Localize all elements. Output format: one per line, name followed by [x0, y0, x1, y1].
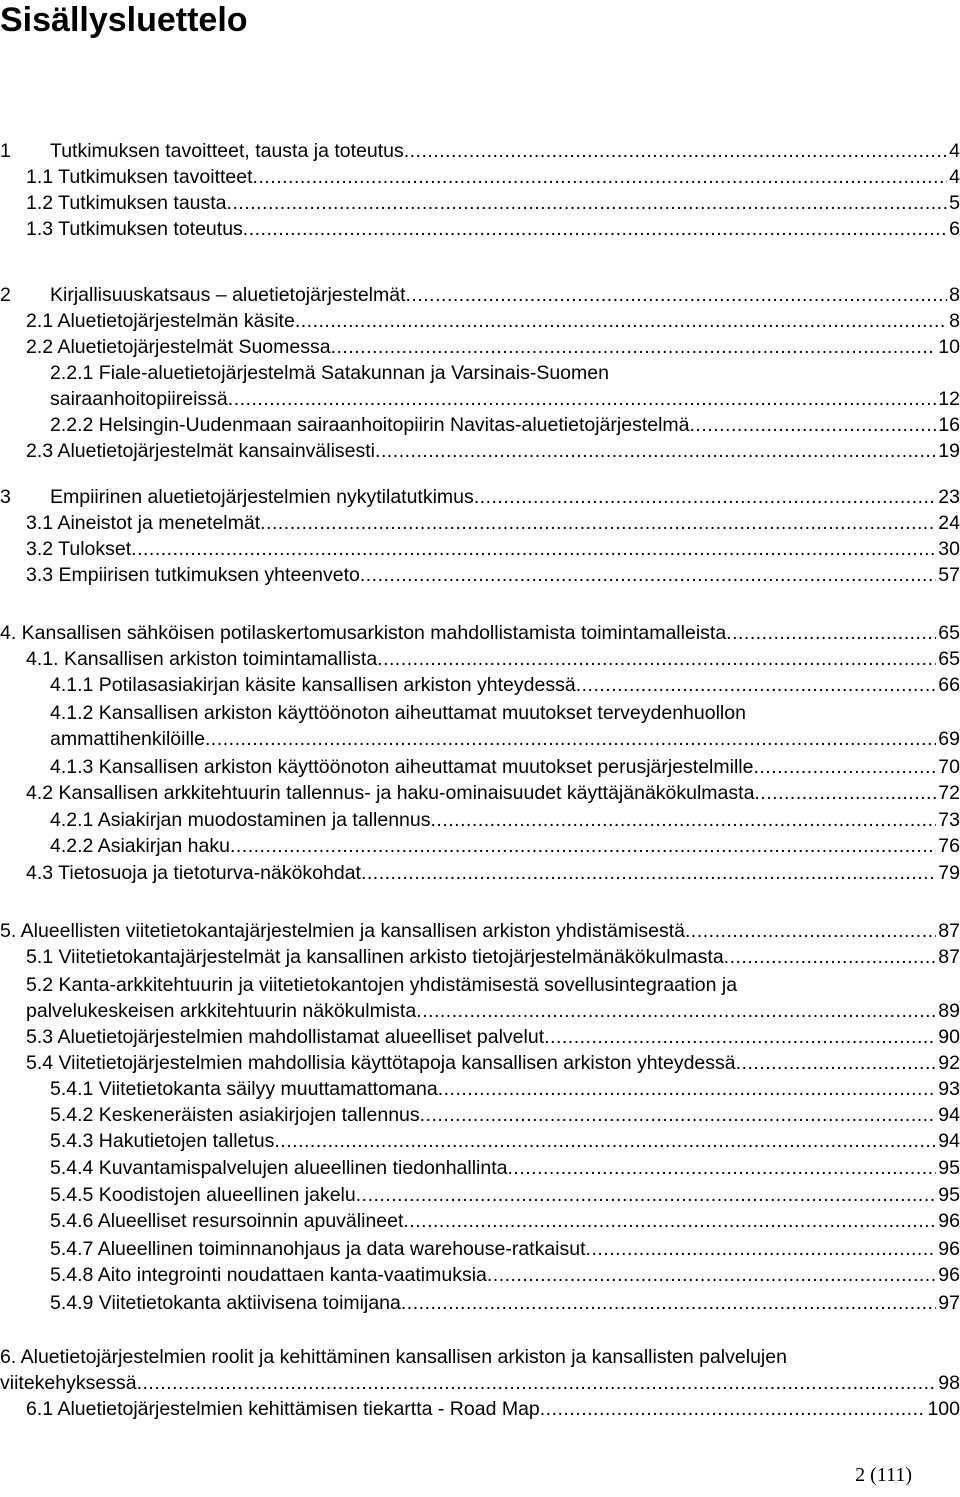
toc-entry-text: 5.4.7 Alueellinen toiminnanohjaus ja data warehouse-ratkaisut [50, 1238, 586, 1260]
toc-entry-text: 5.1 Viitetietokantajärjestelmät ja kansallinen arkisto tietojärjestelmänäkökulmasta [26, 946, 724, 968]
toc-entry-page: 72 [938, 782, 960, 804]
dot-leader [416, 998, 936, 1024]
dot-leader [540, 1396, 926, 1422]
dot-leader [508, 1155, 937, 1181]
toc-entry-continuation: sairaanhoitopiireissä [50, 388, 228, 410]
toc-entry-text: 4.1.2 Kansallisen arkiston käyttöönoton aiheuttamat muutokset terveydenhuollon [50, 702, 746, 724]
toc-entry[interactable] [0, 1290, 960, 1316]
toc-entry-page: 5 [949, 192, 960, 214]
toc-entry-text: 6. Aluetietojärjestelmien roolit ja kehittäminen kansallisen arkiston ja kansallisten palvelujen [0, 1346, 787, 1368]
toc-entry-page: 96 [938, 1238, 960, 1260]
toc-entry-page: 8 [949, 310, 960, 332]
toc-entry-page: 76 [938, 835, 960, 857]
toc-entry-text: 5.4.1 Viitetietokanta säilyy muuttamattomana [50, 1078, 438, 1100]
toc-entry-line [26, 164, 960, 190]
dot-leader [403, 1208, 936, 1234]
toc-entry[interactable] [0, 438, 960, 464]
dot-leader [131, 536, 936, 562]
dot-leader [754, 780, 936, 806]
toc-entry-line [0, 620, 960, 646]
toc-entry-text: 4.1. Kansallisen arkiston toimintamallista [26, 648, 378, 670]
toc-entry[interactable] [0, 1128, 960, 1154]
toc-entry-line [50, 1076, 960, 1102]
dot-leader [726, 620, 936, 646]
dot-leader [406, 282, 948, 308]
toc-entry-page: 23 [938, 486, 960, 508]
toc-entry-text: Tutkimuksen tavoitteet, tausta ja toteutus [50, 140, 404, 162]
toc-entry[interactable] [0, 620, 960, 646]
toc-entry-line [50, 138, 960, 164]
dot-leader [736, 1050, 937, 1076]
toc-entry-page: 10 [938, 336, 960, 358]
dot-leader [274, 1128, 936, 1154]
toc-entry[interactable] [0, 833, 960, 859]
toc-entry-line [50, 412, 960, 438]
toc-entry-line [50, 833, 960, 859]
toc-entry-continuation: palvelukeskeisen arkkitehtuurin näkökulmista [26, 1000, 417, 1022]
toc-entry[interactable] [0, 780, 960, 806]
toc-entry-text: 1.2 Tutkimuksen tausta [26, 192, 227, 214]
toc-entry-text: 2.2 Aluetietojärjestelmät Suomessa [26, 336, 331, 358]
toc-entry-page: 96 [938, 1210, 960, 1232]
toc-entry-page: 89 [938, 1000, 960, 1022]
toc-entry-text: 5.2 Kanta-arkkitehtuurin ja viitetietokantojen yhdistämisestä sovellusintegraation ja [26, 974, 738, 996]
dot-leader [690, 412, 937, 438]
toc-entry[interactable] [0, 484, 960, 510]
toc-entry[interactable] [0, 190, 960, 216]
toc-entry-number: 3 [0, 486, 11, 508]
toc-entry-page: 16 [938, 414, 960, 436]
toc-entry-text: 5. Alueellisten viitetietokantajärjestelmien ja kansallisen arkiston yhdistämisestä [0, 920, 686, 942]
toc-entry-line [50, 1208, 960, 1234]
toc-entry-line [50, 282, 960, 308]
dot-leader [724, 944, 937, 970]
toc-entry-number: 2 [0, 284, 11, 306]
toc-entry[interactable] [0, 308, 960, 334]
dot-leader [544, 1024, 936, 1050]
toc-entry-text: 5.4.4 Kuvantamispalvelujen alueellinen tiedonhallinta [50, 1157, 508, 1179]
toc-entry-line [26, 1050, 960, 1076]
toc-entry[interactable] [0, 860, 960, 886]
toc-entry-line [26, 510, 960, 536]
dot-leader [243, 216, 947, 242]
toc-entry-text: 3.1 Aineistot ja menetelmät [26, 512, 261, 534]
toc-entry-continuation: ammattihenkilöille [50, 728, 205, 750]
toc-entry-line [50, 1290, 960, 1316]
toc-entry-page: 97 [938, 1292, 960, 1314]
dot-leader [331, 334, 937, 360]
dot-leader [260, 510, 936, 536]
toc-entry-text: 5.4.8 Aito integrointi noudattaen kanta-vaatimuksia [50, 1264, 487, 1286]
toc-entry-text: 4. Kansallisen sähköisen potilaskertomusarkiston mahdollistamista toimintamalleista [0, 622, 727, 644]
dot-leader [137, 1370, 937, 1396]
toc-entry[interactable] [0, 944, 960, 970]
toc-entry-text: 5.4.2 Keskeneräisten asiakirjojen tallennus [50, 1104, 420, 1126]
toc-entry-line [26, 334, 960, 360]
toc-entry-page: 100 [927, 1398, 960, 1420]
toc-entry[interactable] [0, 672, 960, 698]
toc-entry[interactable] [0, 282, 960, 308]
dot-leader [205, 726, 936, 752]
toc-entry-text: 4.2 Kansallisen arkkitehtuurin tallennus- ja haku-ominaisuudet käyttäjänäkökulmasta [26, 782, 755, 804]
toc-entry-line [50, 1182, 960, 1208]
dot-leader [474, 484, 937, 510]
toc-entry[interactable] [0, 1024, 960, 1050]
page-title: Sisällysluettelo [0, 1, 248, 39]
toc-entry[interactable] [0, 1396, 960, 1422]
toc-entry-page: 70 [938, 756, 960, 778]
toc-entry[interactable] [0, 510, 960, 536]
toc-entry-page: 19 [938, 440, 960, 462]
toc-entry-continuation-line [50, 386, 960, 412]
toc-entry-page: 95 [938, 1157, 960, 1179]
toc-entry-line [50, 754, 960, 780]
toc-entry-text: 4.2.1 Asiakirjan muodostaminen ja tallennus [50, 809, 431, 831]
toc-entry-text: 4.3 Tietosuoja ja tietoturva-näkökohdat [26, 862, 361, 884]
toc-entry-line [50, 1102, 960, 1128]
toc-entry-line [26, 646, 960, 672]
toc-entry-page: 96 [938, 1264, 960, 1286]
toc-entry[interactable] [0, 1155, 960, 1181]
toc-entry-line [50, 1236, 960, 1262]
toc-entry-page: 87 [938, 946, 960, 968]
page-number: 2 (111) [855, 1464, 912, 1486]
toc-entry-line [0, 918, 960, 944]
toc-entry[interactable] [0, 412, 960, 438]
toc-entry-page: 24 [938, 512, 960, 534]
toc-entry-text: Empiirinen aluetietojärjestelmien nykytilatutkimus [50, 486, 474, 508]
dot-leader [377, 646, 936, 672]
toc-entry-page: 6 [949, 218, 960, 240]
toc-entry[interactable] [0, 700, 960, 750]
toc-entry-text: 1.3 Tutkimuksen toteutus [26, 218, 243, 240]
toc-entry-page: 12 [938, 388, 960, 410]
toc-entry-page: 65 [938, 648, 960, 670]
dot-leader [295, 308, 947, 334]
toc-entry-line [50, 1128, 960, 1154]
toc-entry-page: 94 [938, 1130, 960, 1152]
toc-entry-number: 1 [0, 140, 11, 162]
toc-entry-text: 3.3 Empiirisen tutkimuksen yhteenveto [26, 564, 360, 586]
toc-entry[interactable] [0, 360, 960, 410]
dot-leader [438, 1076, 937, 1102]
toc-entry-line [26, 308, 960, 334]
toc-entry[interactable] [0, 646, 960, 672]
toc-entry-text: Kirjallisuuskatsaus – aluetietojärjestelmät [50, 284, 406, 306]
toc-entry[interactable] [0, 562, 960, 588]
toc-entry-line [50, 1155, 960, 1181]
dot-leader [430, 807, 936, 833]
toc-entry[interactable] [0, 1344, 960, 1394]
toc-entry-text: 5.4.9 Viitetietokanta aktiivisena toimijana [50, 1292, 401, 1314]
toc-entry[interactable] [0, 1182, 960, 1208]
toc-entry-line [50, 807, 960, 833]
toc-entry-page: 92 [938, 1052, 960, 1074]
toc-entry-line [26, 216, 960, 242]
toc-entry-line [26, 536, 960, 562]
toc-entry[interactable] [0, 1050, 960, 1076]
toc-entry[interactable] [0, 1262, 960, 1288]
toc-entry-line [26, 1024, 960, 1050]
toc-entry-text: 1.1 Tutkimuksen tavoitteet [26, 166, 253, 188]
toc-entry-continuation: viitekehyksessä [0, 1372, 137, 1394]
dot-leader [375, 438, 936, 464]
toc-entry-page: 30 [938, 538, 960, 560]
toc-entry-line [50, 484, 960, 510]
toc-entry-page: 73 [938, 809, 960, 831]
dot-leader [753, 754, 936, 780]
dot-leader [230, 833, 936, 859]
dot-leader [420, 1102, 937, 1128]
toc-entry-page: 90 [938, 1026, 960, 1048]
toc-entry[interactable] [0, 1076, 960, 1102]
toc-entry[interactable] [0, 216, 960, 242]
dot-leader [360, 562, 936, 588]
toc-entry[interactable] [0, 972, 960, 1022]
dot-leader [228, 386, 937, 412]
dot-leader [487, 1262, 936, 1288]
toc-entry-text: 2.2.2 Helsingin-Uudenmaan sairaanhoitopiirin Navitas-aluetietojärjestelmä [50, 414, 690, 436]
dot-leader [227, 190, 948, 216]
toc-entry-text: 5.3 Aluetietojärjestelmien mahdollistamat alueelliset palvelut [26, 1026, 545, 1048]
toc-entry[interactable] [0, 164, 960, 190]
toc-entry[interactable] [0, 807, 960, 833]
dot-leader [253, 164, 948, 190]
toc-entry-text: 5.4.3 Hakutietojen talletus [50, 1130, 275, 1152]
toc-entry-line [50, 672, 960, 698]
dot-leader [576, 672, 937, 698]
toc-entry-line [26, 944, 960, 970]
toc-entry-text: 2.1 Aluetietojärjestelmän käsite [26, 310, 295, 332]
toc-entry-page: 66 [938, 674, 960, 696]
toc-entry-page: 57 [938, 564, 960, 586]
toc-entry-text: 4.1.1 Potilasasiakirjan käsite kansallisen arkiston yhteydessä [50, 674, 576, 696]
dot-leader [404, 138, 947, 164]
dot-leader [685, 918, 936, 944]
toc-entry[interactable] [0, 918, 960, 944]
toc-entry-page: 94 [938, 1104, 960, 1126]
toc-entry-page: 8 [949, 284, 960, 306]
toc-entry-text: 6.1 Aluetietojärjestelmien kehittämisen tiekartta - Road Map [26, 1398, 540, 1420]
toc-entry[interactable] [0, 1102, 960, 1128]
toc-entry-page: 93 [938, 1078, 960, 1100]
toc-entry-text: 2.2.1 Fiale-aluetietojärjestelmä Satakunnan ja Varsinais-Suomen [50, 362, 609, 384]
dot-leader [586, 1236, 937, 1262]
toc-entry[interactable] [0, 334, 960, 360]
toc-entry-continuation-line [0, 1370, 960, 1396]
toc-entry-text: 5.4.5 Koodistojen alueellinen jakelu [50, 1184, 356, 1206]
toc-entry-page: 69 [938, 728, 960, 750]
toc-entry-page: 4 [949, 166, 960, 188]
toc-entry[interactable] [0, 1236, 960, 1262]
toc-entry-line [26, 438, 960, 464]
toc-entry-text: 4.1.3 Kansallisen arkiston käyttöönoton aiheuttamat muutokset perusjärjestelmille [50, 756, 754, 778]
toc-entry-page: 79 [938, 862, 960, 884]
toc-entry-continuation-line [50, 726, 960, 752]
toc-entry-text: 5.4.6 Alueelliset resursoinnin apuvälineet [50, 1210, 404, 1232]
toc-entry-page: 65 [938, 622, 960, 644]
toc-entry-line [50, 1262, 960, 1288]
toc-entry-line [26, 1396, 960, 1422]
dot-leader [401, 1290, 936, 1316]
toc-entry-page: 87 [938, 920, 960, 942]
dot-leader [356, 1182, 937, 1208]
toc-entry-continuation-line [26, 998, 960, 1024]
toc-entry-line [26, 562, 960, 588]
toc-entry-page: 95 [938, 1184, 960, 1206]
toc-entry[interactable] [0, 754, 960, 780]
toc-entry[interactable] [0, 536, 960, 562]
toc-entry-text: 2.3 Aluetietojärjestelmät kansainvälisesti [26, 440, 376, 462]
toc-entry-line [26, 860, 960, 886]
toc-entry[interactable] [0, 138, 960, 164]
toc-entry-text: 5.4 Viitetietojärjestelmien mahdollisia käyttötapoja kansallisen arkiston yhteydessä [26, 1052, 736, 1074]
toc-entry-page: 98 [938, 1372, 960, 1394]
toc-entry[interactable] [0, 1208, 960, 1234]
toc-entry-page: 4 [949, 140, 960, 162]
toc-entry-text: 4.2.2 Asiakirjan haku [50, 835, 230, 857]
toc-entry-text: 3.2 Tulokset [26, 538, 132, 560]
toc-entry-line [26, 190, 960, 216]
dot-leader [361, 860, 936, 886]
toc-entry-line [26, 780, 960, 806]
